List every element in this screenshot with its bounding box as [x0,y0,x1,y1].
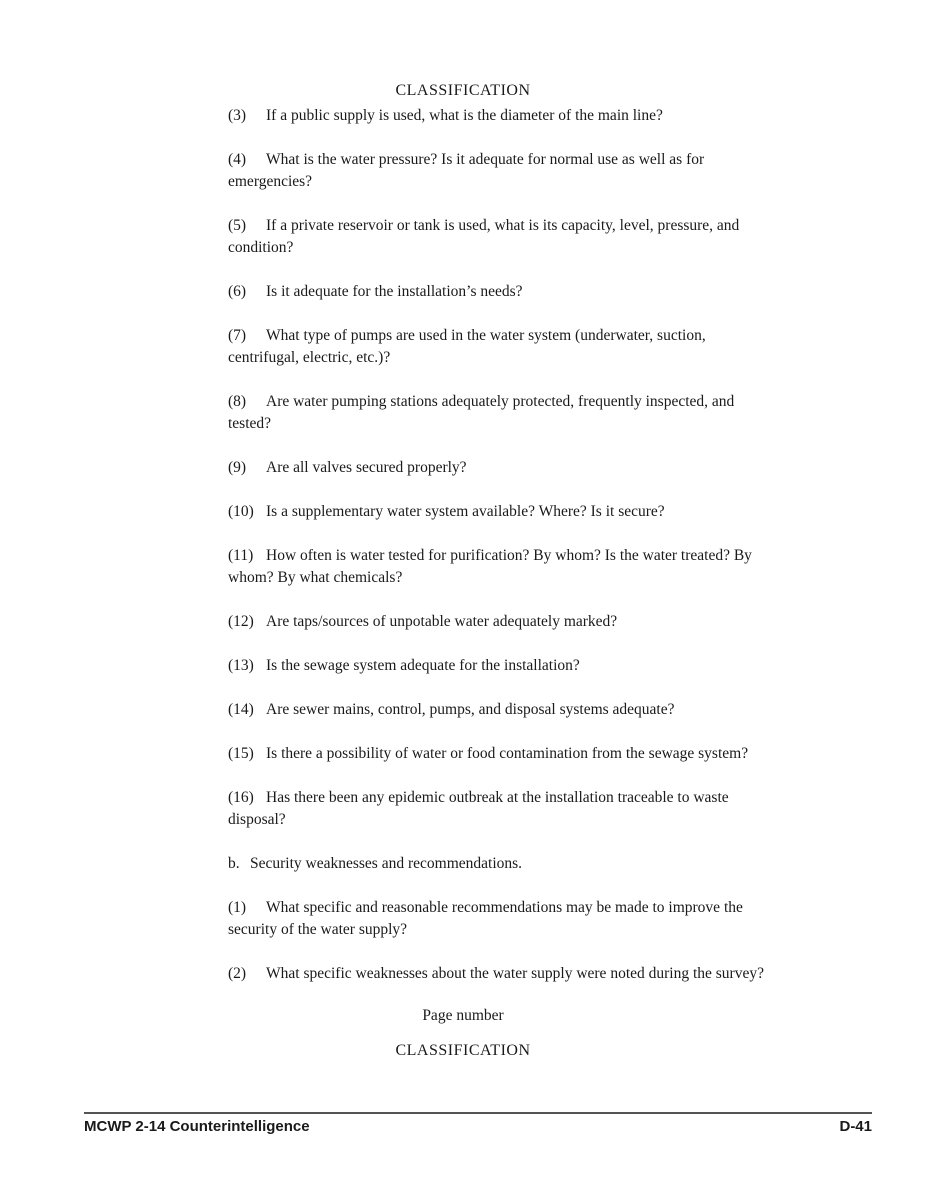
item-number: (11) [228,547,254,564]
item-text: Has there been any epidemic outbreak at the installation traceable to waste disposal? [228,789,729,828]
list-item [228,545,768,589]
list-item [228,281,768,303]
item-text: If a public supply is used, what is the diameter of the main line? [266,107,663,124]
item-number: (10) [228,503,254,520]
item-text: Are all valves secured properly? [266,459,467,476]
item-text: Security weaknesses and recommendations. [250,855,523,872]
item-number: (1) [228,899,247,916]
item-number: (12) [228,613,254,630]
list-item [228,699,768,721]
page-footer [84,1112,872,1135]
list-item [228,457,768,479]
list-item [228,215,768,259]
item-text: What specific and reasonable recommendations may be made to improve the security of the water supply? [228,899,743,938]
item-number: (4) [228,151,247,168]
item-number: (2) [228,965,247,982]
list-item [228,897,768,941]
item-number: (9) [228,459,247,476]
item-text: What specific weaknesses about the water supply were noted during the survey? [266,965,764,982]
item-text: Is a supplementary water system available? Where? Is it secure? [266,503,665,520]
item-text: How often is water tested for purification? By whom? Is the water treated? By whom? By what chemicals? [228,547,752,586]
list-item-b [228,853,768,875]
classification-header: CLASSIFICATION [395,82,531,99]
item-number: (8) [228,393,247,410]
item-number: (13) [228,657,254,674]
item-number: (16) [228,789,254,806]
list-item [228,787,768,831]
item-number: (14) [228,701,254,718]
footer-document-title: MCWP 2-14 Counterintelligence [84,1118,310,1135]
list-item [228,963,768,985]
item-text: Are sewer mains, control, pumps, and disposal systems adequate? [266,701,675,718]
item-number: (5) [228,217,247,234]
list-item [228,325,768,369]
item-text: Is there a possibility of water or food contamination from the sewage system? [266,745,749,762]
item-number: (6) [228,283,247,300]
page-number-label: Page number [422,1007,504,1024]
document-body [228,105,768,985]
item-text: What type of pumps are used in the water system (underwater, suction, centrifugal, electric, etc.)? [228,327,706,366]
item-number: (7) [228,327,247,344]
item-text: Is it adequate for the installation’s needs? [266,283,523,300]
list-item [228,391,768,435]
item-text: Are taps/sources of unpotable water adequately marked? [266,613,618,630]
item-number: (15) [228,745,254,762]
list-item [228,611,768,633]
list-item [228,655,768,677]
list-item [228,149,768,193]
footer-page-id: D-41 [839,1118,872,1135]
item-text: Are water pumping stations adequately protected, frequently inspected, and tested? [228,393,735,432]
item-number: b. [228,855,240,872]
item-text: If a private reservoir or tank is used, what is its capacity, level, pressure, and condition? [228,217,740,256]
classification-footer: CLASSIFICATION [395,1042,531,1059]
item-text: Is the sewage system adequate for the installation? [266,657,580,674]
item-text: What is the water pressure? Is it adequate for normal use as well as for emergencies? [228,151,705,190]
list-item [228,743,768,765]
footer-divider [84,1112,872,1114]
item-number: (3) [228,107,247,124]
list-item [228,105,768,127]
list-item [228,501,768,523]
